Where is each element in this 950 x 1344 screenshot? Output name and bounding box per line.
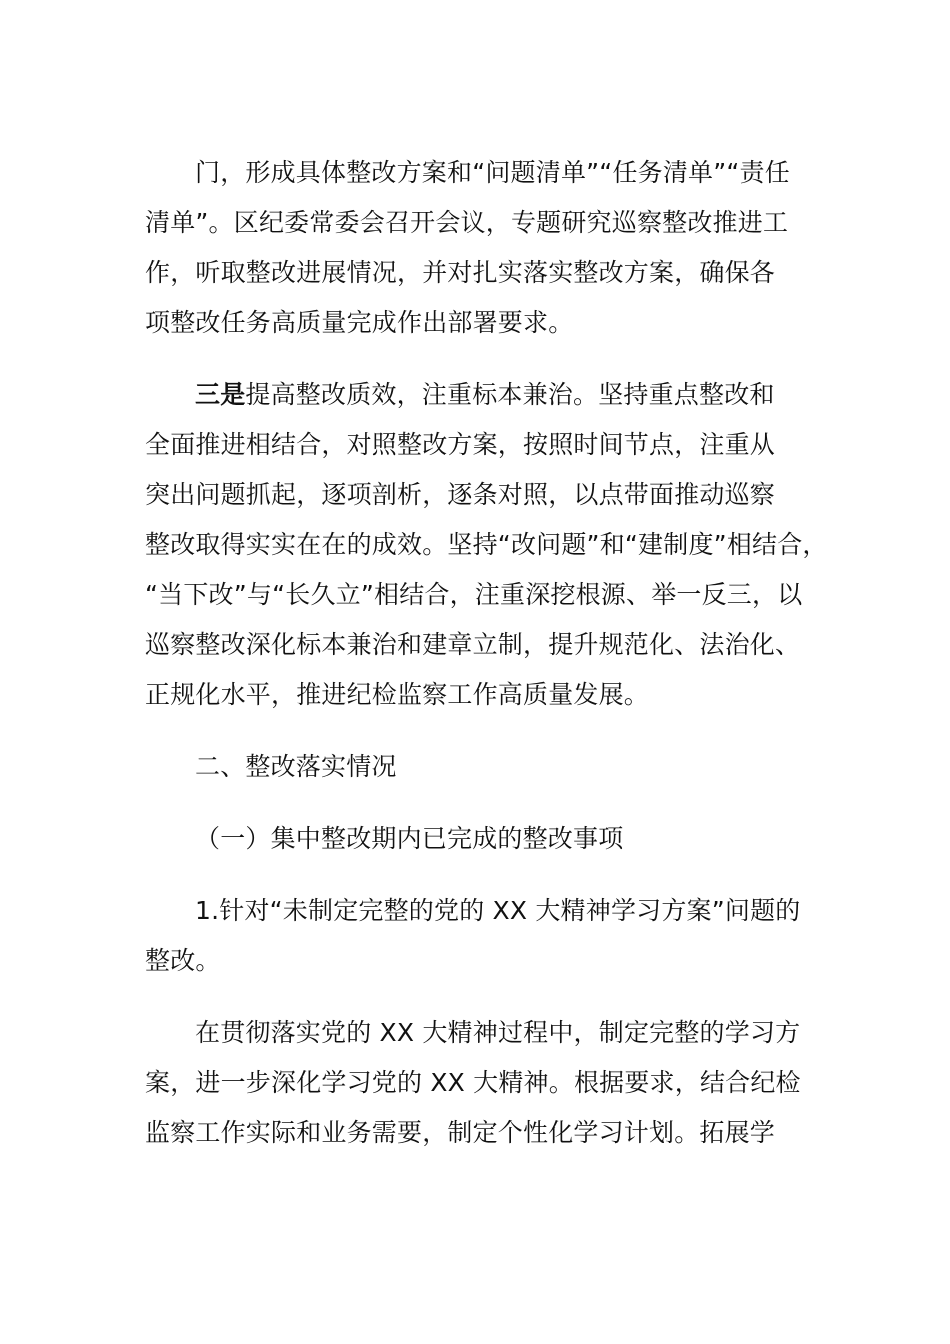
paragraph-line: 正规化水平，推进纪检监察工作高质量发展。 [145, 680, 650, 709]
paragraph-line: 全面推进相结合，对照整改方案，按照时间节点，注重从 [145, 430, 776, 459]
paragraph-line: 门，形成具体整改方案和“问题清单”“任务清单”“责任 [195, 158, 790, 187]
section-heading: 二、整改落实情况 [195, 752, 397, 781]
paragraph-line: 整改取得实实在在的成效。坚持“改问题”和“建制度”相结合， [145, 530, 828, 559]
paragraph-line: 作，听取整改进展情况，并对扎实落实整改方案，确保各 [145, 258, 776, 287]
paragraph-line-rest: 提高整改质效，注重标本兼治。坚持重点整改和 [245, 380, 775, 409]
item-line: 1.针对“未制定完整的党的 XX 大精神学习方案”问题的 [195, 896, 801, 925]
paragraph-line: 监察工作实际和业务需要，制定个性化学习计划。拓展学 [145, 1118, 776, 1147]
item-line: 整改。 [145, 946, 221, 975]
paragraph-lead: 三是 [195, 380, 246, 409]
paragraph-first-line [195, 380, 775, 410]
paragraph-line: 巡察整改深化标本兼治和建章立制，提升规范化、法治化、 [145, 630, 801, 659]
section-subheading: （一）集中整改期内已完成的整改事项 [195, 824, 624, 853]
paragraph-line: 案，进一步深化学习党的 XX 大精神。根据要求，结合纪检 [145, 1068, 801, 1097]
paragraph-line: “当下改”与“长久立”相结合，注重深挖根源、举一反三，以 [145, 580, 803, 609]
paragraph-line: 清单”。区纪委常委会召开会议，专题研究巡察整改推进工 [145, 208, 789, 237]
paragraph-line: 在贯彻落实党的 XX 大精神过程中，制定完整的学习方 [195, 1018, 801, 1047]
paragraph-line: 项整改任务高质量完成作出部署要求。 [145, 308, 574, 337]
paragraph-line: 突出问题抓起，逐项剖析，逐条对照，以点带面推动巡察 [145, 480, 776, 509]
